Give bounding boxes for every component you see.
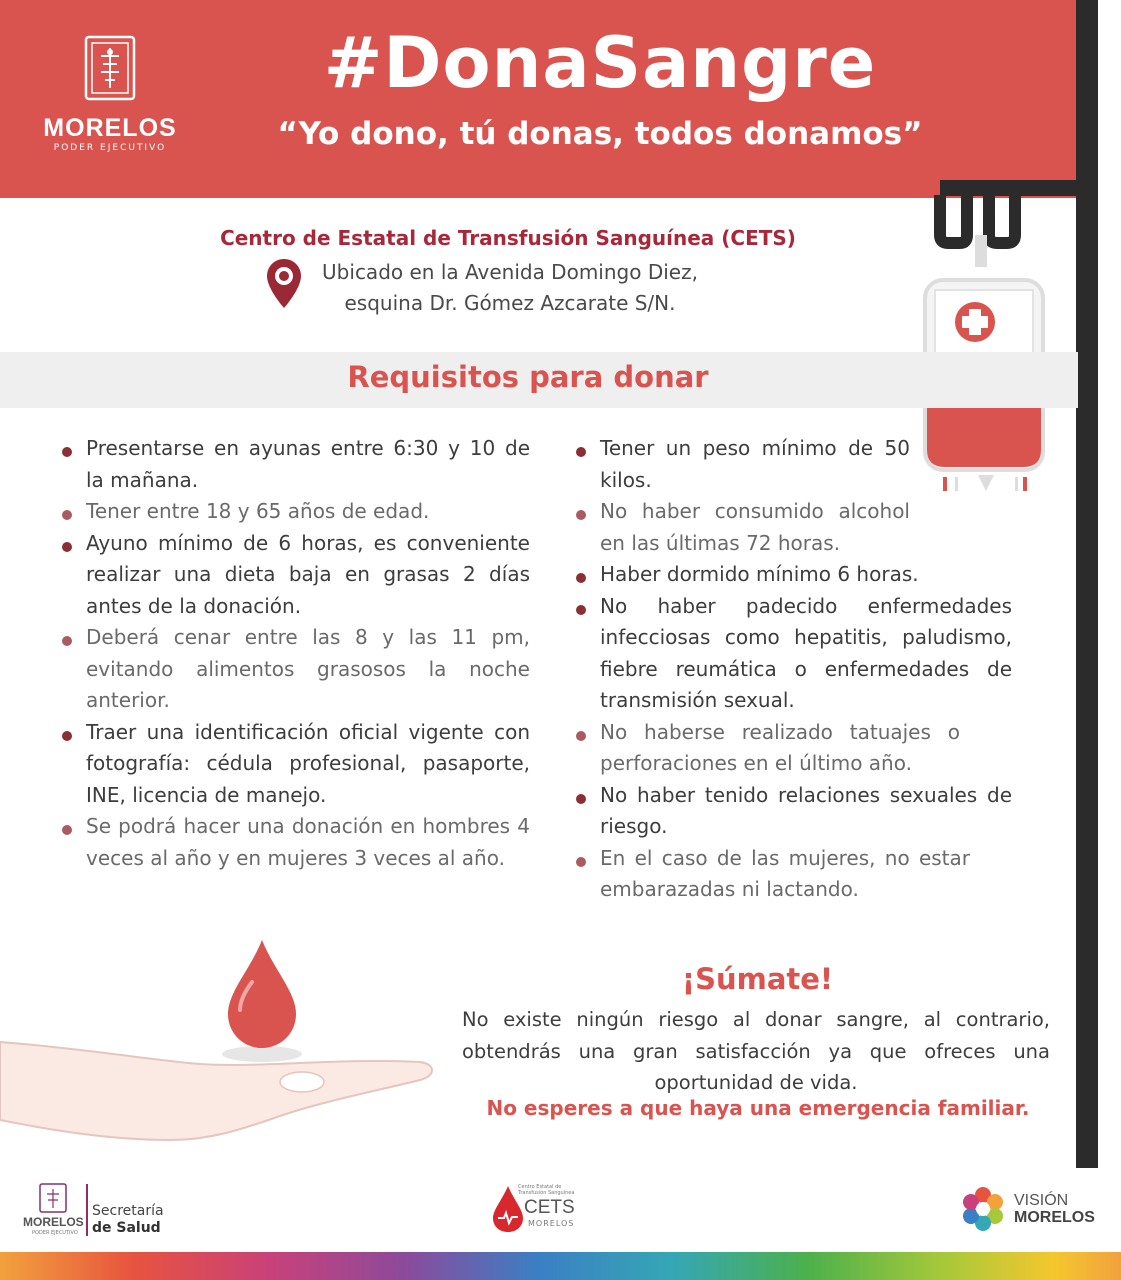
list-item: No haberse realizado tatuajes o perforaciones en el último año. bbox=[576, 717, 960, 780]
vision-line-2: MORELOS bbox=[1014, 1209, 1095, 1226]
center-name: Centro de Estatal de Transfusión Sanguínea (CETS) bbox=[220, 226, 796, 250]
list-item: En el caso de las mujeres, no estar embarazadas ni lactando. bbox=[576, 843, 970, 906]
cets-sub: MORELOS bbox=[528, 1219, 575, 1228]
hand-blood-drop-illustration bbox=[0, 930, 440, 1150]
requirements-title: Requisitos para donar bbox=[347, 360, 709, 394]
vision-line-1: VISIÓN bbox=[1014, 1192, 1069, 1209]
blood-drop-icon bbox=[228, 940, 296, 1048]
requirements-list-right bbox=[576, 433, 1012, 906]
list-item: Tener un peso mínimo de 50 kilos. bbox=[576, 433, 910, 496]
vision-morelos-logo-icon bbox=[958, 1184, 1008, 1234]
coat-of-arms-icon bbox=[38, 1182, 68, 1214]
secretaria-line-1: Secretaría bbox=[92, 1203, 164, 1219]
cets-logo bbox=[490, 1182, 590, 1238]
logo-subtitle: PODER EJECUTIVO bbox=[53, 143, 167, 153]
list-item: No haber tenido relaciones sexuales de riesgo. bbox=[576, 780, 1012, 843]
cets-small-text: Centro Estatal de Transfusión Sanguínea bbox=[518, 1184, 575, 1196]
list-item: Haber dormido mínimo 6 horas. bbox=[576, 559, 1012, 591]
list-item: Deberá cenar entre las 8 y las 11 pm, evitando alimentos grasosos la noche anterior. bbox=[62, 622, 530, 717]
sumate-title: ¡Súmate! bbox=[681, 962, 834, 996]
list-item: No haber padecido enfermedades infecciosas como hepatitis, paludismo, fiebre reumática o enfermedades de transmisión sexual. bbox=[576, 591, 1012, 717]
cets-name: CETS bbox=[524, 1197, 575, 1218]
requirements-list-left bbox=[62, 433, 530, 874]
sumate-call-to-action: No esperes a que haya una emergencia familiar. bbox=[486, 1096, 1030, 1120]
morelos-logo bbox=[30, 34, 190, 164]
secretaria-line-2: de Salud bbox=[92, 1220, 161, 1236]
footer-divider bbox=[86, 1184, 88, 1236]
list-item: Ayuno mínimo de 6 horas, es conveniente realizar una dieta baja en grasas 2 días antes de la donación. bbox=[62, 528, 530, 623]
list-item: Se podrá hacer una donación en hombres 4 veces al año y en mujeres 3 veces al año. bbox=[62, 811, 530, 874]
iv-pole bbox=[1076, 0, 1098, 1168]
coat-of-arms-icon bbox=[83, 34, 137, 106]
secretaria-de-salud-logo bbox=[92, 1203, 164, 1237]
sumate-text: No existe ningún riesgo al donar sangre, al contrario, obtendrás una gran satisfacción ya que ofreces una oportunidad de vida. bbox=[462, 1008, 1050, 1094]
list-item: Tener entre 18 y 65 años de edad. bbox=[62, 496, 530, 528]
logo-name: MORELOS bbox=[43, 114, 177, 142]
list-item: Traer una identificación oficial vigente con fotografía: cédula profesional, pasaporte, INE, licencia de manejo. bbox=[62, 717, 530, 812]
address-line-2: esquina Dr. Gómez Azcarate S/N. bbox=[344, 291, 676, 315]
footer-morelos-sub: PODER EJECUTIVO bbox=[32, 1230, 78, 1236]
iv-pole-arm bbox=[940, 180, 1098, 196]
list-item: No haber consumido alcohol en las últimas 72 horas. bbox=[576, 496, 910, 559]
address bbox=[310, 257, 710, 319]
map-pin-icon bbox=[265, 258, 303, 310]
page-title: #DonaSangre bbox=[323, 22, 877, 104]
slogan: “Yo dono, tú donas, todos donamos” bbox=[277, 116, 923, 152]
address-line-1: Ubicado en la Avenida Domingo Diez, bbox=[322, 260, 698, 284]
vision-morelos-text bbox=[1014, 1192, 1095, 1226]
rainbow-strip bbox=[0, 1252, 1121, 1280]
list-item: Presentarse en ayunas entre 6:30 y 10 de la mañana. bbox=[62, 433, 530, 496]
footer-morelos-name: MORELOS bbox=[23, 1215, 84, 1229]
